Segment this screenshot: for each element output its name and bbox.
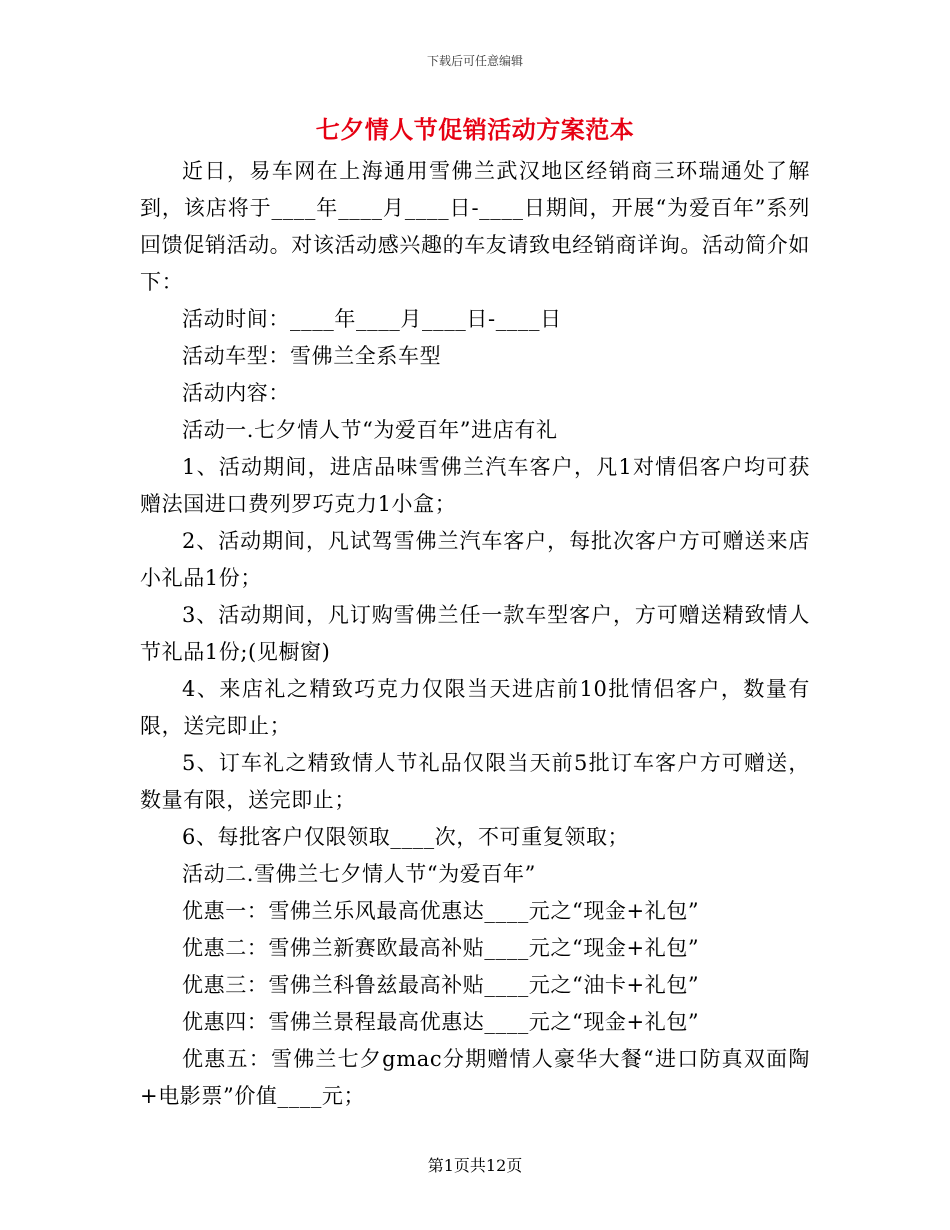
activity-one-item-4: 4、来店礼之精致巧克力仅限当天进店前10批情侣客户，数量有限，送完即止； [140, 677, 810, 738]
document-body [140, 153, 810, 1115]
offer-one: 优惠一：雪佛兰乐风最高优惠达____元之“现金+礼包” [182, 899, 700, 923]
offer-three: 优惠三：雪佛兰科鲁兹最高补贴____元之“油卡+礼包” [182, 973, 700, 997]
activity-one-item-2: 2、活动期间，凡试驾雪佛兰汽车客户，每批次客户方可赠送来店小礼品1份； [140, 529, 810, 590]
activity-two-heading: 活动二.雪佛兰七夕情人节“为爱百年” [182, 862, 536, 886]
activity-one-item-3: 3、活动期间，凡订购雪佛兰任一款车型客户，方可赠送精致情人节礼品1份;(见橱窗) [140, 603, 810, 664]
offer-two: 优惠二：雪佛兰新赛欧最高补贴____元之“现金+礼包” [182, 936, 700, 960]
activity-time: 活动时间：____年____月____日-____日 [182, 307, 562, 331]
activity-one-heading: 活动一.七夕情人节“为爱百年”进店有礼 [182, 418, 558, 442]
document-title: 七夕情人节促销活动方案范本 [315, 115, 635, 144]
intro-paragraph: 近日，易车网在上海通用雪佛兰武汉地区经销商三环瑞通处了解到，该店将于____年____月____日-____日期间，开展“为爱百年”系列回馈促销活动。对该活动感兴趣的车友请致电经销商详询。活动简介如下： [140, 159, 810, 294]
page-number-footer: 第1页共12页 [427, 1156, 523, 1175]
activity-models: 活动车型：雪佛兰全系车型 [182, 344, 442, 368]
activity-one-item-1: 1、活动期间，进店品味雪佛兰汽车客户，凡1对情侣客户均可获赠法国进口费列罗巧克力1小盒； [140, 455, 810, 516]
activity-one-item-5: 5、订车礼之精致情人节礼品仅限当天前5批订车客户方可赠送，数量有限，送完即止； [140, 751, 810, 812]
offer-five: 优惠五：雪佛兰七夕gmac分期赠情人豪华大餐“进口防真双面陶+电影票”价值____元； [140, 1047, 810, 1108]
page-header: 下载后可任意编辑 [426, 54, 523, 68]
activity-content-heading: 活动内容： [182, 381, 290, 405]
activity-one-item-6: 6、每批客户仅限领取____次，不可重复领取； [182, 825, 630, 849]
offer-four: 优惠四：雪佛兰景程最高优惠达____元之“现金+礼包” [182, 1010, 700, 1034]
